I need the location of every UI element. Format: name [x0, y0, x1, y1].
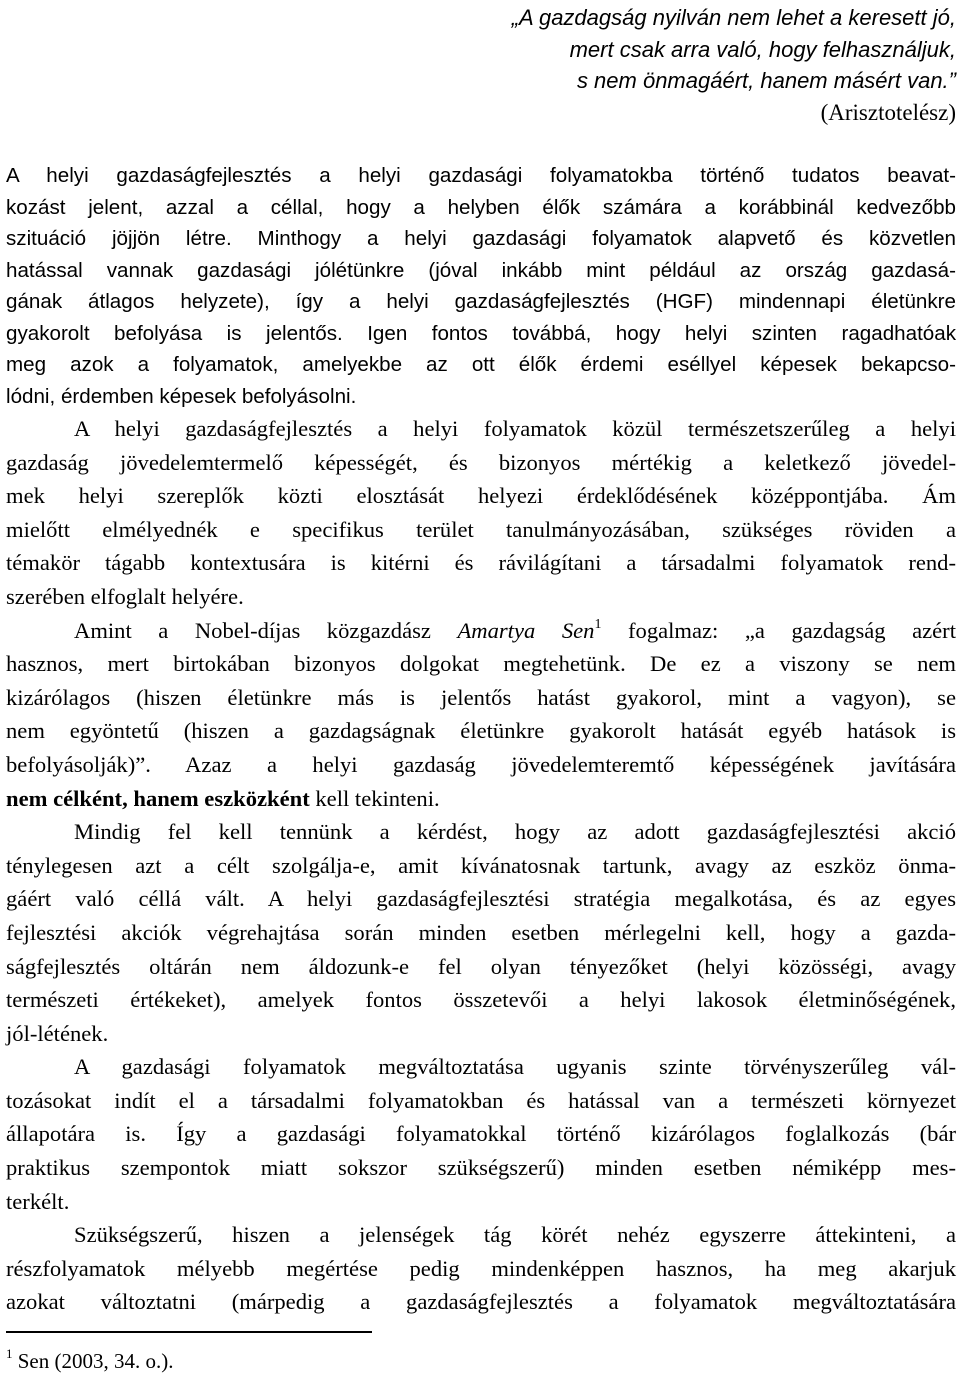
text-line: kozást jelent, azzal a céllal, hogy a helyben élők számára a korábbinál kedvezőbb [6, 195, 956, 219]
text-line: azokat változtatni (márpedig a gazdaságfejlesztés a folyamatok megváltoztatására [6, 1289, 956, 1315]
epigraph-line: s nem önmagáért, hanem másért van.” [576, 68, 956, 93]
text-line: mielőtt elmélyednék e specifikus terület tanulmányozásában, szükséges röviden a [6, 516, 956, 542]
text-line: részfolyamatok mélyebb megértése pedig mindenképpen hasznos, ha meg akarjuk [6, 1255, 956, 1281]
text-line: mek helyi szereplők közti elosztását helyezi érdeklődésének középpontjába. Ám [6, 483, 956, 509]
text-line: állapotára is. Így a gazdasági folyamatokkal történő kizárólagos foglalkozás (bár [6, 1121, 956, 1147]
footnote-marker: 1 [6, 1346, 13, 1361]
text-line: gáért való céllá vált. A helyi gazdaságfejlesztési stratégia megalkotása, és az egyes [6, 886, 956, 912]
text-line: gyakorolt befolyása is jelentős. Igen fontos továbbá, hogy helyi szinten ragadhatóak [6, 321, 956, 345]
text-line: befolyásolják)”. Azaz a helyi gazdaság jövedelemteremtő képességének javítására [6, 751, 956, 777]
epigraph-quote [6, 2, 956, 128]
text-line: jól-létének. [6, 1020, 109, 1046]
text-line: kizárólagos (hiszen életünkre más is jelentős hatást gyakorol, mint a vagyon), se [6, 684, 956, 710]
intro-paragraph [6, 160, 956, 412]
text-line: A helyi gazdaságfejlesztés a helyi folyamatok közül természetszerűleg a helyi [74, 416, 956, 441]
footnote-divider [6, 1331, 372, 1333]
text-line: szerében elfoglalt helyére. [6, 583, 244, 609]
text-line: ságfejlesztés oltárán nem áldozunk-e fel olyan tényezőket (helyi közösségi, avagy [6, 953, 956, 979]
author-name: Amartya Sen [457, 617, 595, 643]
text-line: terkélt. [6, 1188, 70, 1214]
epigraph-line: mert csak arra való, hogy felhasználjuk, [569, 36, 956, 62]
footnote-text: Sen (2003, 34. o.). [12, 1349, 174, 1373]
body-text [6, 412, 956, 1319]
text-segment: Amint a Nobel-díjas közgazdász [74, 617, 458, 643]
paragraph-6 [6, 1218, 956, 1319]
paragraph-5 [6, 1050, 956, 1218]
text-line: nem egyöntetű (hiszen a gazdagságnak életünkre gyakorolt hatását egyéb hatások is [6, 718, 956, 744]
epigraph-line: „A gazdagság nyilván nem lehet a keresett jó, [511, 5, 956, 30]
text-line: A helyi gazdaságfejlesztés a helyi gazdasági folyamatokba történő tudatos beavat- [6, 164, 956, 187]
text-line: praktikus szempontok miatt sokszor szükségszerű) minden esetben némiképp mes- [6, 1155, 956, 1181]
text-line: témakör tágabb kontextusára is kitérni és rávilágítani a társadalmi folyamatok rend- [6, 550, 956, 576]
paragraph-2 [6, 412, 956, 614]
text-line: természeti értékeket), amelyek fontos összetevői a helyi lakosok életminőségének, [6, 987, 956, 1013]
footnote-ref: 1 [594, 616, 602, 632]
text-line: ténylegesen azt a célt szolgálja-e, amit kívánatosnak tartunk, avagy az eszköz önma- [6, 852, 956, 878]
text-line: hatással vannak gazdasági jólétünkre (jóval inkább mint például az ország gazdasá- [6, 258, 956, 282]
text-line: A gazdasági folyamatok megváltoztatása ugyanis szinte törvényszerűleg vál- [74, 1054, 956, 1080]
paragraph-4 [6, 815, 956, 1050]
emphasis-bold: nem célként, hanem eszközként [6, 785, 310, 811]
text-line: Szükségszerű, hiszen a jelenségek tág körét nehéz egyszerre áttekinteni, a [74, 1222, 956, 1248]
text-line: Mindig fel kell tennünk a kérdést, hogy az adott gazdaságfejlesztési akció [74, 819, 956, 845]
document-page [6, 0, 956, 1381]
text-line [6, 614, 956, 648]
epigraph-source: (Arisztotelész) [820, 99, 956, 125]
footnote [6, 1347, 606, 1375]
text-line: lódni, érdemben képesek befolyásolni. [6, 384, 357, 408]
text-line: fejlesztési akciók végrehajtása során minden esetben mérlegelni kell, hogy a gazda- [6, 919, 956, 945]
text-segment: kell tekinteni. [309, 785, 440, 811]
text-line: szituáció jöjjön létre. Minthogy a helyi gazdasági folyamatok alapvető és közvetlen [6, 227, 956, 250]
paragraph-3 [6, 614, 956, 816]
text-line: hasznos, mert birtokában bizonyos dolgokat megtehetünk. De ez a viszony se nem [6, 651, 956, 677]
text-segment: fogalmaz: „a gazdagság azért [601, 617, 956, 643]
text-line: gának átlagos helyzete), így a helyi gazdaságfejlesztés (HGF) mindennapi életünkre [6, 290, 956, 313]
text-line: gazdaság jövedelemtermelő képességét, és bizonyos mértékig a keletkező jövedel- [6, 449, 956, 475]
text-line: meg azok a folyamatok, amelyekbe az ott élők érdemi eséllyel képesek bekapcso- [6, 353, 956, 376]
text-line: tozásokat indít el a társadalmi folyamatokban és hatással van a természeti környezet [6, 1087, 956, 1113]
text-line [6, 782, 956, 816]
